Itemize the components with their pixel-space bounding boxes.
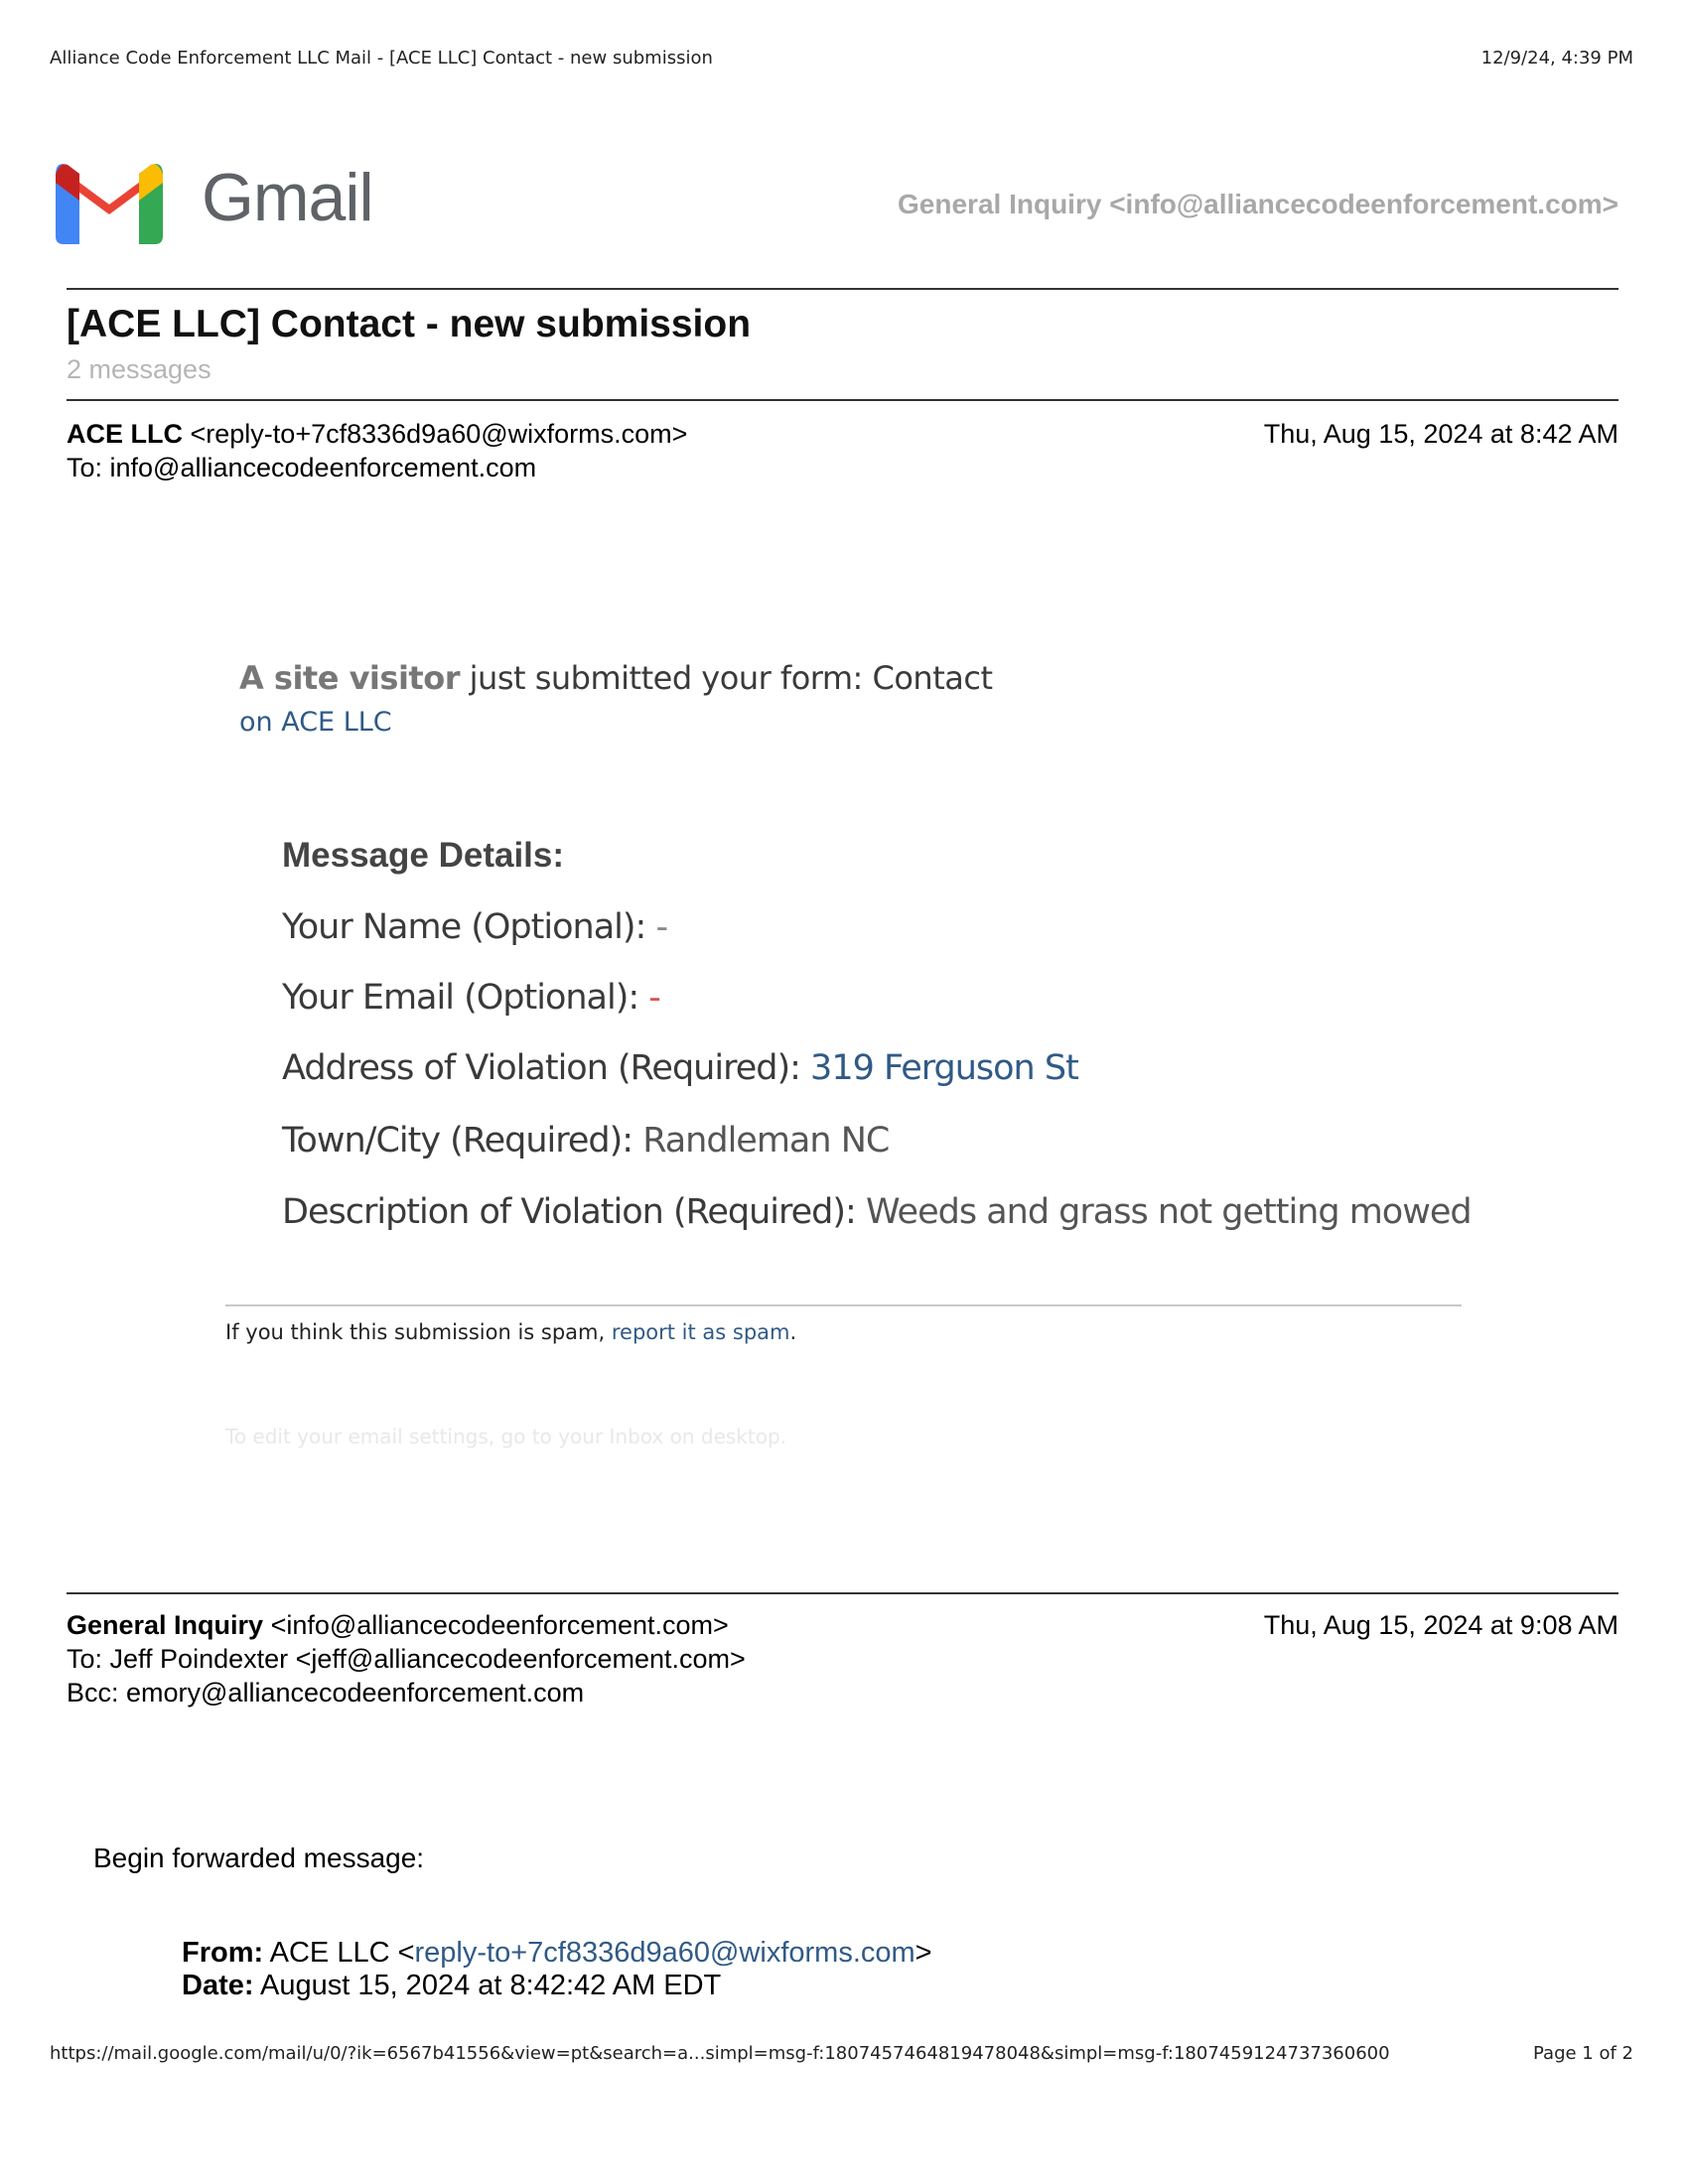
- thread-subject: [ACE LLC] Contact - new submission: [67, 303, 752, 345]
- message-1-sender[interactable]: [67, 417, 687, 451]
- message-1-date: Thu, Aug 15, 2024 at 8:42 AM: [1263, 419, 1618, 449]
- message-2-sender[interactable]: [67, 1608, 729, 1642]
- account-identity: General Inquiry <info@alliancecodeenforcement.com>: [898, 189, 1618, 219]
- gmail-m-icon: [56, 157, 163, 244]
- field-label: Town/City (Required):: [282, 1121, 633, 1160]
- message-2-bcc: Bcc: emory@alliancecodeenforcement.com: [67, 1678, 585, 1707]
- from-label: From:: [182, 1937, 264, 1969]
- forwarded-header: Begin forwarded message:: [93, 1843, 425, 1873]
- report-spam-link[interactable]: report it as spam: [611, 1320, 790, 1344]
- forwarded-from-email-link[interactable]: reply-to+7cf8336d9a60@wixforms.com: [414, 1937, 915, 1969]
- forwarded-date: [182, 1969, 721, 2002]
- date-label: Date:: [182, 1970, 254, 2001]
- date-value: August 15, 2024 at 8:42:42 AM EDT: [253, 1970, 722, 2001]
- from-name: ACE LLC <: [263, 1937, 415, 1969]
- field-town-city: [282, 1121, 889, 1160]
- print-page-title: Alliance Code Enforcement LLC Mail - [ACE LLC] Contact - new submission: [50, 48, 713, 68]
- field-value: Weeds and grass not getting mowed: [866, 1192, 1472, 1232]
- site-name: on ACE LLC: [239, 707, 392, 738]
- settings-note: To edit your email settings, go to your Inbox on desktop.: [225, 1425, 787, 1448]
- field-your-name: [282, 907, 667, 947]
- field-value: -: [655, 907, 668, 947]
- field-your-email: [282, 978, 660, 1018]
- divider: [225, 1304, 1462, 1306]
- gmail-wordmark: Gmail: [202, 160, 373, 235]
- message-1-recipients: To: info@alliancecodeenforcement.com: [67, 453, 537, 482]
- message-count: 2 messages: [67, 354, 211, 384]
- divider: [67, 1592, 1618, 1594]
- field-description: [282, 1192, 1472, 1232]
- print-url: https://mail.google.com/mail/u/0/?ik=6567b41556&view=pt&search=a...simpl=msg-f:1807457464819478048&simpl=msg-f:1807459124737360600: [50, 2043, 1390, 2064]
- from-close: >: [914, 1937, 932, 1969]
- spam-text: If you think this submission is spam,: [225, 1320, 612, 1344]
- spam-notice: [225, 1320, 796, 1344]
- message-2-date: Thu, Aug 15, 2024 at 9:08 AM: [1263, 1610, 1618, 1640]
- message-details-heading: Message Details:: [282, 836, 565, 875]
- intro-rest: just submitted your form: Contact: [459, 659, 993, 697]
- sender-email: <reply-to+7cf8336d9a60@wixforms.com>: [190, 419, 688, 449]
- divider: [67, 288, 1618, 290]
- divider: [67, 399, 1618, 401]
- field-value: -: [648, 978, 660, 1018]
- field-label: Your Email (Optional):: [282, 978, 639, 1018]
- field-value-address-link[interactable]: 319 Ferguson St: [810, 1048, 1078, 1088]
- sender-name: General Inquiry: [67, 1610, 264, 1640]
- spam-end: .: [789, 1320, 797, 1344]
- sender-email: <info@alliancecodeenforcement.com>: [270, 1610, 729, 1640]
- message-2-recipients: To: Jeff Poindexter <jeff@alliancecodeenforcement.com>: [67, 1644, 746, 1674]
- sender-name: ACE LLC: [67, 419, 183, 449]
- print-datetime: 12/9/24, 4:39 PM: [1480, 48, 1633, 68]
- field-label: Description of Violation (Required):: [282, 1192, 856, 1232]
- forwarded-from: [182, 1936, 932, 1970]
- submission-intro: [239, 659, 992, 697]
- gmail-logo[interactable]: [56, 157, 163, 249]
- field-label: Address of Violation (Required):: [282, 1048, 800, 1088]
- page-number: Page 1 of 2: [1533, 2043, 1633, 2064]
- field-label: Your Name (Optional):: [282, 907, 646, 947]
- field-value: Randleman NC: [642, 1121, 890, 1160]
- field-address: [282, 1048, 1078, 1088]
- intro-strong: A site visitor: [239, 659, 460, 697]
